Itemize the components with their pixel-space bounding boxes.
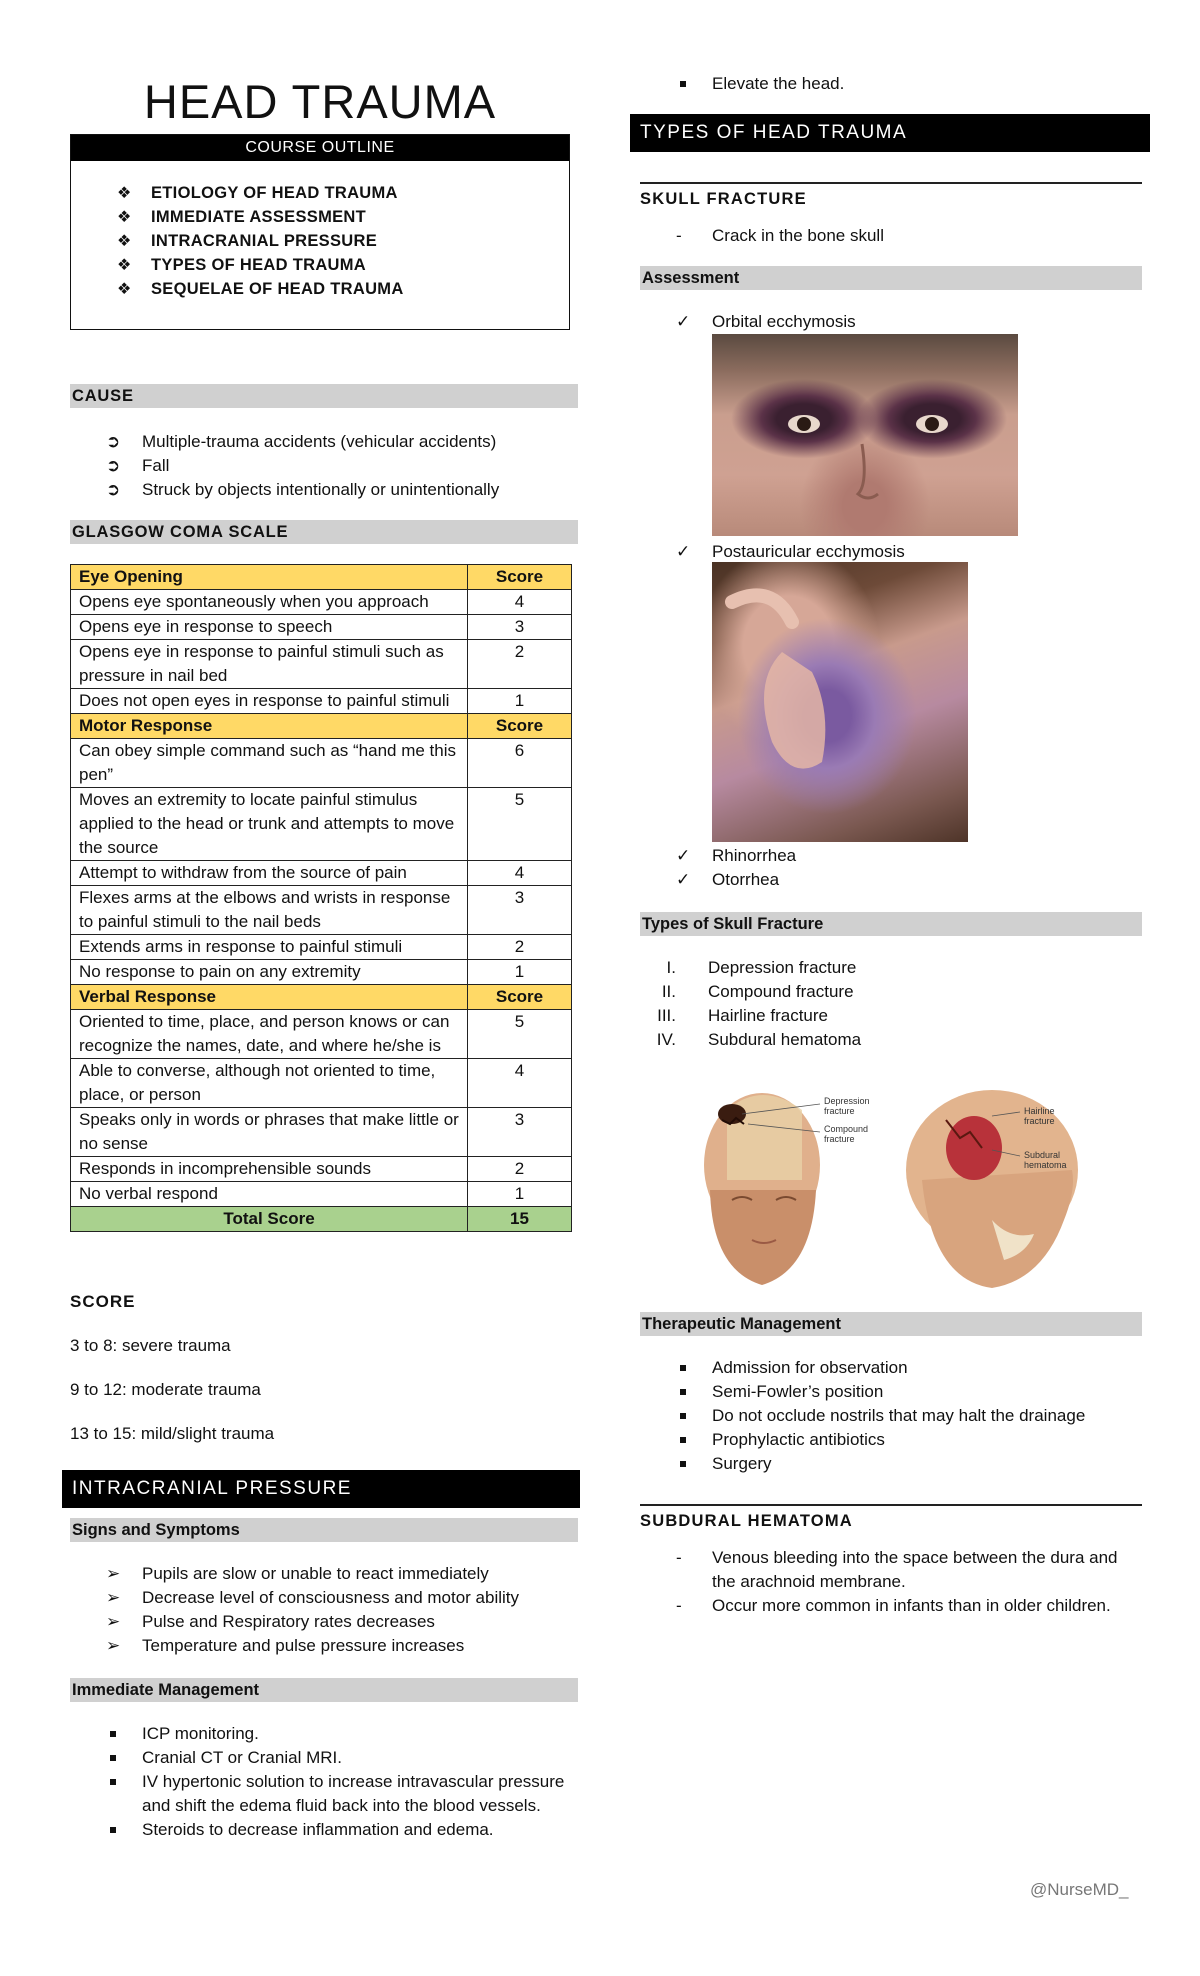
table-row: No verbal respond 1 <box>71 1182 572 1207</box>
course-outline-list <box>71 181 569 301</box>
total-score-row <box>71 1207 572 1232</box>
outline-item: ❖ IMMEDIATE ASSESSMENT <box>117 205 569 229</box>
immediate-management-heading: Immediate Management <box>70 1678 578 1702</box>
compound-fracture-label: Compound fracture <box>824 1124 869 1144</box>
subdural-hematoma-heading: SUBDURAL HEMATOMA <box>640 1504 1142 1531</box>
assessment-heading: Assessment <box>640 266 1142 290</box>
list-item: IV hypertonic solution to increase intravascular pressure and shift the edema fluid back into the blood vessels. <box>142 1772 565 1815</box>
subdural-hematoma-label: Subdural hematoma <box>1024 1150 1067 1170</box>
arrow-bullet-icon: ➲ <box>106 432 121 451</box>
course-outline-box <box>70 134 570 330</box>
therapeutic-management-list <box>640 1356 1160 1476</box>
cause-heading: CAUSE <box>70 384 578 408</box>
total-score-value: 15 <box>468 1207 572 1232</box>
diamond-bullet-icon: ❖ <box>117 233 132 250</box>
list-item: ➢ Pupils are slow or unable to react immediately <box>70 1562 580 1586</box>
ear-illustration <box>712 562 968 842</box>
table-row: Speaks only in words or phrases that make little or no sense 3 <box>71 1108 572 1157</box>
score-range-moderate: 9 to 12: moderate trauma <box>70 1380 261 1399</box>
table-row: Extends arms in response to painful stimuli 2 <box>71 935 572 960</box>
cause-list <box>70 430 580 502</box>
table-row: Able to converse, although not oriented to time, place, or person 4 <box>71 1059 572 1108</box>
list-item: Prophylactic antibiotics <box>712 1430 885 1449</box>
outline-item: ❖ TYPES OF HEAD TRAUMA <box>117 253 569 277</box>
list-item: IV. Subdural hematoma <box>656 1030 862 1049</box>
list-item: II. Compound fracture <box>661 982 854 1001</box>
table-row: Attempt to withdraw from the source of pain 4 <box>71 861 572 886</box>
list-item: Steroids to decrease inflammation and edema. <box>142 1820 494 1839</box>
arrow-bullet-icon: ➲ <box>106 456 121 475</box>
table-row: Does not open eyes in response to painful stimuli 1 <box>71 689 572 714</box>
table-row: Moves an extremity to locate painful stimulus applied to the head or trunk and attempts to move the source 5 <box>71 788 572 861</box>
list-item: ➢ Pulse and Respiratory rates decreases <box>70 1610 580 1634</box>
diamond-bullet-icon: ❖ <box>117 257 132 274</box>
arrowhead-bullet-icon: ➢ <box>106 1588 121 1607</box>
table-row: Responds in incomprehensible sounds 2 <box>71 1157 572 1182</box>
document-title: HEAD TRAUMA <box>143 75 497 128</box>
score-col-header: Score <box>468 714 572 739</box>
table-section-header <box>71 565 572 590</box>
table-row: Opens eye in response to painful stimuli such as pressure in nail bed 2 <box>71 640 572 689</box>
list-item: - Crack in the bone skull <box>676 226 884 245</box>
list-item: I. Depression fracture <box>666 958 857 977</box>
table-row: No response to pain on any extremity 1 <box>71 960 572 985</box>
gcs-heading: GLASGOW COMA SCALE <box>70 520 578 544</box>
table-row: Can obey simple command such as “hand me this pen” 6 <box>71 739 572 788</box>
list-item: ✓ Otorrhea <box>640 868 1140 892</box>
score-col-header: Score <box>468 565 572 590</box>
arrowhead-bullet-icon: ➢ <box>106 1612 121 1631</box>
assessment-item: ✓ Postauricular ecchymosis <box>640 540 1140 564</box>
check-icon: ✓ <box>676 846 691 865</box>
author-watermark: @NurseMD_ <box>1030 1880 1129 1899</box>
arrowhead-bullet-icon: ➢ <box>106 1636 121 1655</box>
list-item: - Occur more common in infants than in older children. <box>676 1596 1111 1615</box>
check-icon: ✓ <box>676 312 691 331</box>
check-icon: ✓ <box>676 542 691 561</box>
list-item: ➲ Multiple-trauma accidents (vehicular accidents) <box>70 430 580 454</box>
section-name: Eye Opening <box>71 565 468 590</box>
section-name: Verbal Response <box>71 985 468 1010</box>
table-row: Opens eye in response to speech 3 <box>71 615 572 640</box>
depression-fracture-label: Depression fracture <box>824 1096 870 1116</box>
list-item: ➲ Fall <box>70 454 580 478</box>
assessment-list-continued <box>640 844 1140 892</box>
table-row: Oriented to time, place, and person knows or can recognize the names, date, and where he/she is 5 <box>71 1010 572 1059</box>
list-item: ➢ Decrease level of consciousness and motor ability <box>70 1586 580 1610</box>
signs-heading: Signs and Symptoms <box>70 1518 578 1542</box>
immediate-management-continued <box>640 72 1140 96</box>
diamond-bullet-icon: ❖ <box>117 185 132 202</box>
types-heading: TYPES OF HEAD TRAUMA <box>630 114 1150 152</box>
table-row: Flexes arms at the elbows and wrists in response to painful stimuli to the nail beds 3 <box>71 886 572 935</box>
list-item: ➢ Temperature and pulse pressure increases <box>70 1634 580 1658</box>
skull-fracture-diagram <box>692 1070 1086 1292</box>
score-range-mild: 13 to 15: mild/slight trauma <box>70 1424 275 1443</box>
list-item: ✓ Rhinorrhea <box>640 844 1140 868</box>
list-item: Cranial CT or Cranial MRI. <box>142 1748 342 1767</box>
score-heading: SCORE <box>70 1292 136 1311</box>
course-outline-header: COURSE OUTLINE <box>71 135 569 161</box>
face-illustration <box>712 334 1018 536</box>
list-item: Elevate the head. <box>712 74 845 93</box>
total-score-label: Total Score <box>71 1207 468 1232</box>
arrow-bullet-icon: ➲ <box>106 480 121 499</box>
skull-illustration <box>692 1070 1086 1292</box>
section-name: Motor Response <box>71 714 468 739</box>
list-item: Admission for observation <box>712 1358 908 1377</box>
skull-fracture-types-list <box>636 956 1136 1052</box>
list-item: Do not occlude nostrils that may halt the drainage <box>712 1406 1086 1425</box>
check-icon: ✓ <box>676 870 691 889</box>
arrowhead-bullet-icon: ➢ <box>106 1564 121 1583</box>
glasgow-coma-scale-table <box>70 564 572 1232</box>
outline-item: ❖ ETIOLOGY OF HEAD TRAUMA <box>117 181 569 205</box>
skull-fracture-definition <box>640 224 1140 248</box>
signs-list <box>70 1562 580 1658</box>
list-item: ➲ Struck by objects intentionally or unintentionally <box>70 478 580 502</box>
skull-fracture-types-heading: Types of Skull Fracture <box>640 912 1142 936</box>
list-item: Surgery <box>712 1454 772 1473</box>
orbital-ecchymosis-photo <box>712 334 1018 536</box>
list-item: Semi-Fowler’s position <box>712 1382 884 1401</box>
score-range-severe: 3 to 8: severe trauma <box>70 1336 231 1355</box>
outline-item: ❖ INTRACRANIAL PRESSURE <box>117 229 569 253</box>
score-col-header: Score <box>468 985 572 1010</box>
icp-heading: INTRACRANIAL PRESSURE <box>62 1470 580 1508</box>
table-section-header <box>71 985 572 1010</box>
diamond-bullet-icon: ❖ <box>117 209 132 226</box>
immediate-management-list <box>70 1722 580 1842</box>
skull-fracture-heading: SKULL FRACTURE <box>640 182 1142 209</box>
diamond-bullet-icon: ❖ <box>117 281 132 298</box>
postauricular-ecchymosis-photo <box>712 562 968 842</box>
subdural-hematoma-list <box>640 1546 1140 1618</box>
outline-item: ❖ SEQUELAE OF HEAD TRAUMA <box>117 277 569 301</box>
list-item: ICP monitoring. <box>142 1724 259 1743</box>
assessment-item: ✓ Orbital ecchymosis <box>640 310 1140 334</box>
hairline-fracture-label: Hairline fracture <box>1024 1106 1055 1126</box>
table-section-header <box>71 714 572 739</box>
list-item: - Venous bleeding into the space between the dura and the arachnoid membrane. <box>676 1548 1118 1591</box>
list-item: III. Hairline fracture <box>657 1006 828 1025</box>
table-row: Opens eye spontaneously when you approach 4 <box>71 590 572 615</box>
therapeutic-management-heading: Therapeutic Management <box>640 1312 1142 1336</box>
